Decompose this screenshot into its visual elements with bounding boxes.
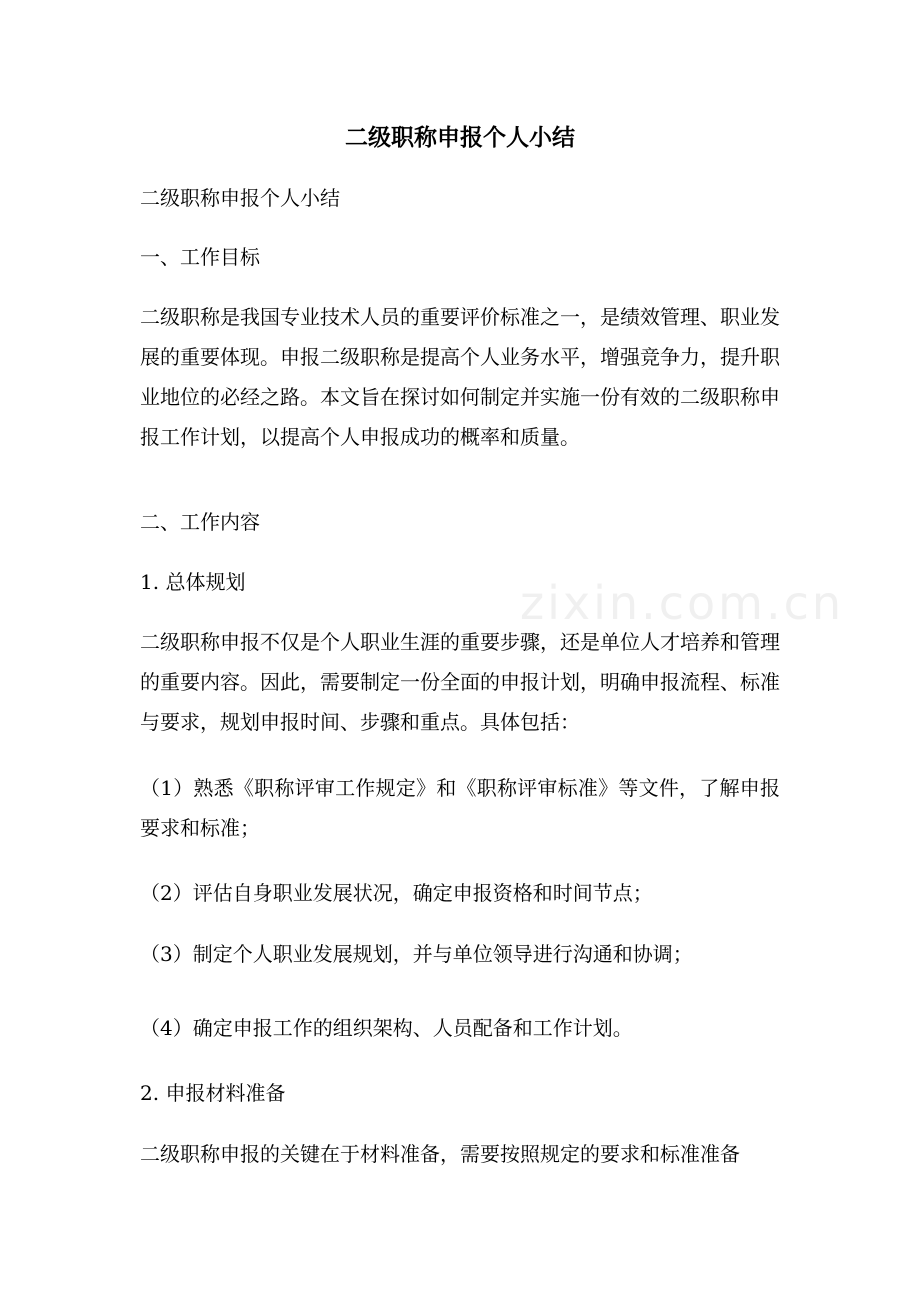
paragraph-goal: 二级职称是我国专业技术人员的重要评价标准之一，是绩效管理、职业发展的重要体现。申报二级职称是提高个人业务水平，增强竞争力，提升职业地位的必经之路。本文旨在探讨如何制定并实施一份有效的二级职称申报工作计划，以提高个人申报成功的概率和质量。 — [140, 305, 780, 449]
list-item: （2）评估自身职业发展状况，确定申报资格和时间节点； — [140, 881, 653, 905]
section-heading-goal: 一、工作目标 — [140, 245, 260, 269]
document-title: 二级职称申报个人小结 — [345, 124, 575, 151]
subsection-heading-materials: 2. 申报材料准备 — [140, 1081, 286, 1105]
subsection-heading-planning: 1. 总体规划 — [140, 570, 246, 594]
watermark: zixin.com.cn — [520, 576, 845, 630]
list-item: （1）熟悉《职称评审工作规定》和《职称评审标准》等文件，了解申报要求和标准； — [140, 776, 780, 840]
section-heading-content: 二、工作内容 — [140, 510, 260, 534]
list-item: （4）确定申报工作的组织架构、人员配备和工作计划。 — [140, 1016, 633, 1040]
document-subtitle: 二级职称申报个人小结 — [140, 186, 340, 210]
list-item: （3）制定个人职业发展规划，并与单位领导进行沟通和协调； — [140, 942, 693, 966]
paragraph-planning: 二级职称申报不仅是个人职业生涯的重要步骤，还是单位人才培养和管理的重要内容。因此，需要制定一份全面的申报计划，明确申报流程、标准与要求，规划申报时间、步骤和重点。具体包括： — [140, 630, 780, 734]
paragraph-materials: 二级职称申报的关键在于材料准备，需要按照规定的要求和标准准备 — [140, 1142, 740, 1166]
